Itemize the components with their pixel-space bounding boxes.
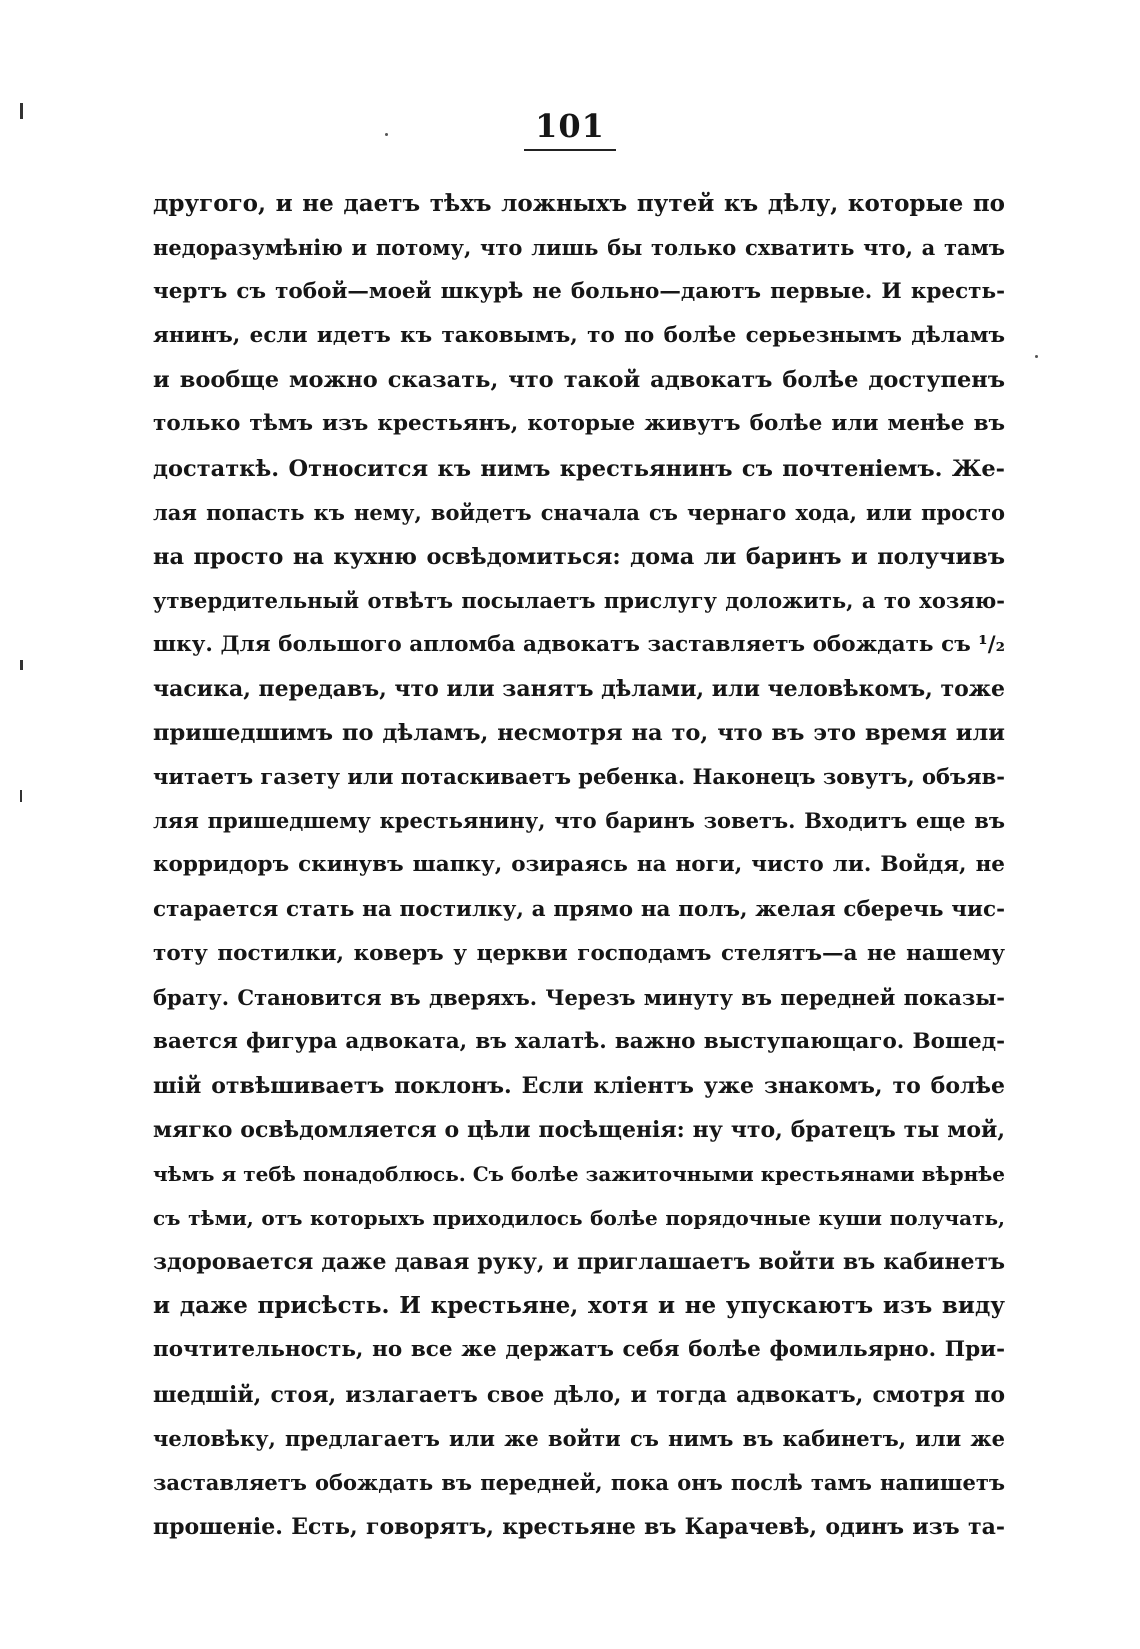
text-line: читаетъ газету или потаскиваетъ ребенка. Наконецъ зовутъ, объяв- — [153, 764, 1005, 790]
text-line: заставляетъ обождать въ передней, пока онъ послѣ тамъ напишетъ — [153, 1469, 1005, 1495]
text-line: лая попасть къ нему, войдетъ сначала съ чернаго хода, или просто — [153, 499, 1005, 525]
body-text — [153, 182, 1005, 1549]
page-number-underline — [524, 149, 616, 151]
text-line: ляя пришедшему крестьянину, что баринъ зоветъ. Входитъ еще въ — [153, 808, 1005, 834]
text-line: и вообще можно сказать, что такой адвокатъ болѣе доступенъ — [153, 367, 1005, 394]
text-line: другого, и не даетъ тѣхъ ложныхъ путей къ дѣлу, которые по — [153, 190, 1005, 217]
text-line: шку. Для большого апломба адвокатъ заставляетъ обождать съ ¹/₂ — [153, 631, 1005, 657]
text-line: и даже присѣсть. И крестьяне, хотя и не упускаютъ изъ виду — [153, 1292, 1005, 1320]
text-line: на просто на кухню освѣдомиться: дома ли баринъ и получивъ — [153, 543, 1005, 570]
text-line: тоту постилки, коверъ у церкви господамъ стелятъ—а не нашему — [153, 940, 1005, 966]
text-line: мягко освѣдомляется о цѣли посѣщенія: ну что, братецъ ты мой, — [153, 1116, 1005, 1143]
scan-speck — [1035, 355, 1038, 358]
text-line: чертъ съ тобой—моей шкурѣ не больно—даютъ первые. И кресть- — [153, 279, 1005, 305]
text-line: брату. Становится въ дверяхъ. Черезъ минуту въ передней показы- — [153, 984, 1005, 1010]
text-line: пришедшимъ по дѣламъ, несмотря на то, что въ это время или — [153, 720, 1005, 747]
text-line: человѣку, предлагаетъ или же войти съ нимъ въ кабинетъ, или же — [153, 1425, 1005, 1451]
text-line: часика, передавъ, что или занятъ дѣлами, или человѣкомъ, тоже — [153, 676, 1005, 703]
text-line: только тѣмъ изъ крестьянъ, которые живутъ болѣе или менѣе въ — [153, 411, 1005, 437]
text-line: шедшій, стоя, излагаетъ свое дѣло, и тогда адвокатъ, смотря по — [153, 1381, 1005, 1408]
scan-speck — [385, 133, 388, 136]
text-line: недоразумѣнію и потому, что лишь бы только схватить что, а тамъ — [153, 235, 1005, 261]
text-line: старается стать на постилку, а прямо на полъ, желая сберечь чис- — [153, 896, 1005, 922]
text-line: шій отвѣшиваетъ поклонъ. Если кліентъ уже знакомъ, то болѣе — [153, 1072, 1005, 1099]
text-line: чѣмъ я тебѣ понадоблюсь. Съ болѣе зажиточными крестьянами вѣрнѣе — [153, 1162, 1005, 1187]
text-line: утвердительный отвѣтъ посылаетъ прислугу доложить, а то хозяю- — [153, 587, 1005, 613]
text-line: корридоръ скинувъ шапку, озираясь на ноги, чисто ли. Войдя, не — [153, 852, 1005, 878]
text-line: здоровается даже давая руку, и приглашаетъ войти въ кабинетъ — [153, 1249, 1005, 1276]
text-line: съ тѣми, отъ которыхъ приходилось болѣе порядочные куши получать, — [153, 1206, 1005, 1231]
text-line: почтительность, но все же держатъ себя болѣе фомильярно. При- — [153, 1337, 1005, 1363]
page-number: 101 — [535, 107, 605, 145]
margin-mark — [20, 660, 23, 670]
margin-mark — [20, 103, 23, 119]
text-line: вается фигура адвоката, въ халатѣ. важно выступающаго. Вошед- — [153, 1028, 1005, 1054]
text-line: янинъ, если идетъ къ таковымъ, то по болѣе серьезнымъ дѣламъ — [153, 323, 1005, 349]
margin-mark — [20, 790, 22, 802]
text-line: прошеніе. Есть, говорятъ, крестьяне въ Карачевѣ, одинъ изъ та- — [153, 1513, 1005, 1540]
text-line: достаткѣ. Относится къ нимъ крестьянинъ съ почтеніемъ. Же- — [153, 455, 1005, 482]
